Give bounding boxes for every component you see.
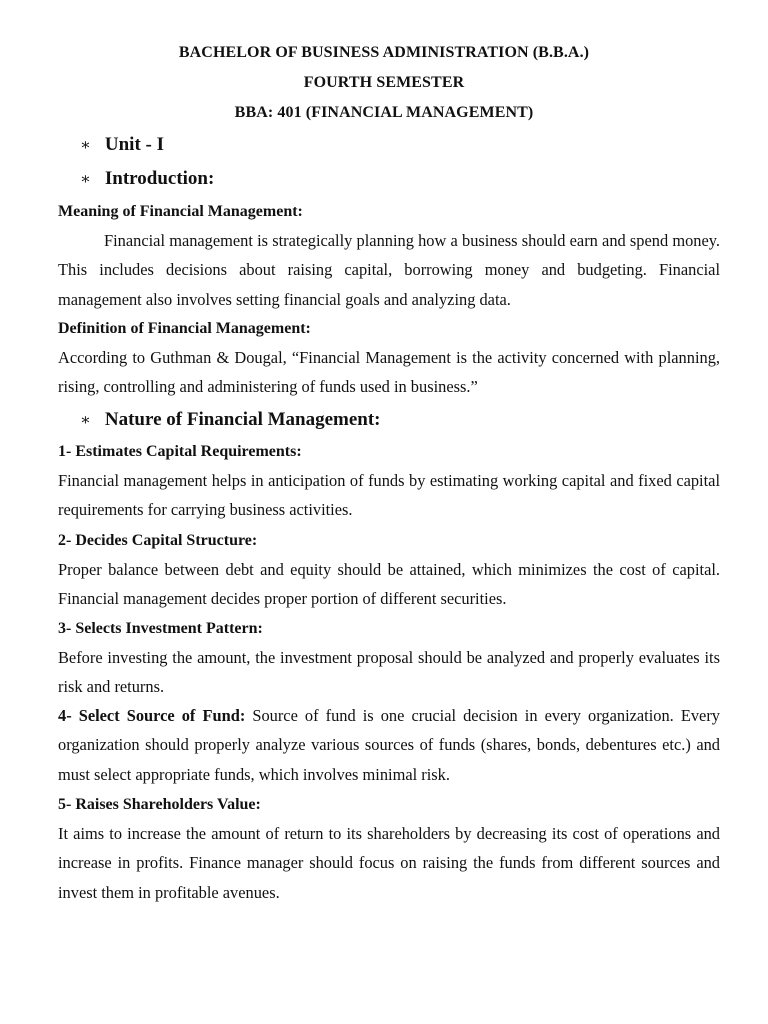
nature-label: Nature of Financial Management: bbox=[104, 409, 381, 430]
point-4-paragraph bbox=[58, 701, 720, 789]
meaning-paragraph bbox=[58, 226, 720, 314]
nature-bullet bbox=[80, 409, 381, 431]
point-3-heading: 3- Selects Investment Pattern: bbox=[58, 620, 263, 637]
intro-label: Introduction: bbox=[104, 168, 215, 189]
unit-label: Unit - I bbox=[104, 134, 164, 155]
bullet-star-icon: ∗ bbox=[80, 137, 91, 154]
point-1-paragraph: Financial management helps in anticipation of funds by estimating working capital and fixed capital requirements for carrying business activities. bbox=[58, 471, 720, 520]
point-1-heading: 1- Estimates Capital Requirements: bbox=[58, 443, 302, 460]
definition-heading: Definition of Financial Management: bbox=[58, 320, 311, 337]
point-2-paragraph: Proper balance between debt and equity should be attained, which minimizes the cost of capital. Financial management decides proper portion of different securities. bbox=[58, 560, 720, 609]
semester-title: FOURTH SEMESTER bbox=[303, 74, 465, 91]
point-2-heading: 2- Decides Capital Structure: bbox=[58, 532, 258, 549]
bullet-star-icon: ∗ bbox=[80, 412, 91, 429]
point-5-paragraph: It aims to increase the amount of return to its shareholders by decreasing its cost of operations and increase in profits. Finance manager should focus on raising the funds from different sources and invest them in profitable avenues. bbox=[58, 824, 720, 902]
point-3-paragraph: Before investing the amount, the investment proposal should be analyzed and properly evaluates its risk and returns. bbox=[58, 648, 720, 697]
bullet-star-icon: ∗ bbox=[80, 171, 91, 188]
intro-bullet bbox=[80, 168, 214, 190]
point-4-text: Source of fund is one crucial decision in every organization. Every organization should properly analyze various sources of funds (shares, bonds, debentures etc.) and must select appropriate funds, which involves minimal risk. bbox=[58, 706, 720, 784]
meaning-text: Financial management is strategically planning how a business should earn and spend money. This includes decisions about raising capital, borrowing money and budgeting. Financial management also involves setting financial goals and analyzing data. bbox=[58, 231, 720, 309]
meaning-heading: Meaning of Financial Management: bbox=[58, 203, 303, 220]
course-title: BACHELOR OF BUSINESS ADMINISTRATION (B.B.A.) bbox=[178, 44, 590, 61]
unit-bullet bbox=[80, 134, 164, 156]
subject-title: BBA: 401 (FINANCIAL MANAGEMENT) bbox=[234, 104, 534, 121]
point-4-heading: 4- Select Source of Fund: bbox=[58, 706, 246, 725]
point-5-heading: 5- Raises Shareholders Value: bbox=[58, 796, 261, 813]
definition-paragraph: According to Guthman & Dougal, “Financial Management is the activity concerned with planning, rising, controlling and administering of funds used in business.” bbox=[58, 348, 720, 397]
